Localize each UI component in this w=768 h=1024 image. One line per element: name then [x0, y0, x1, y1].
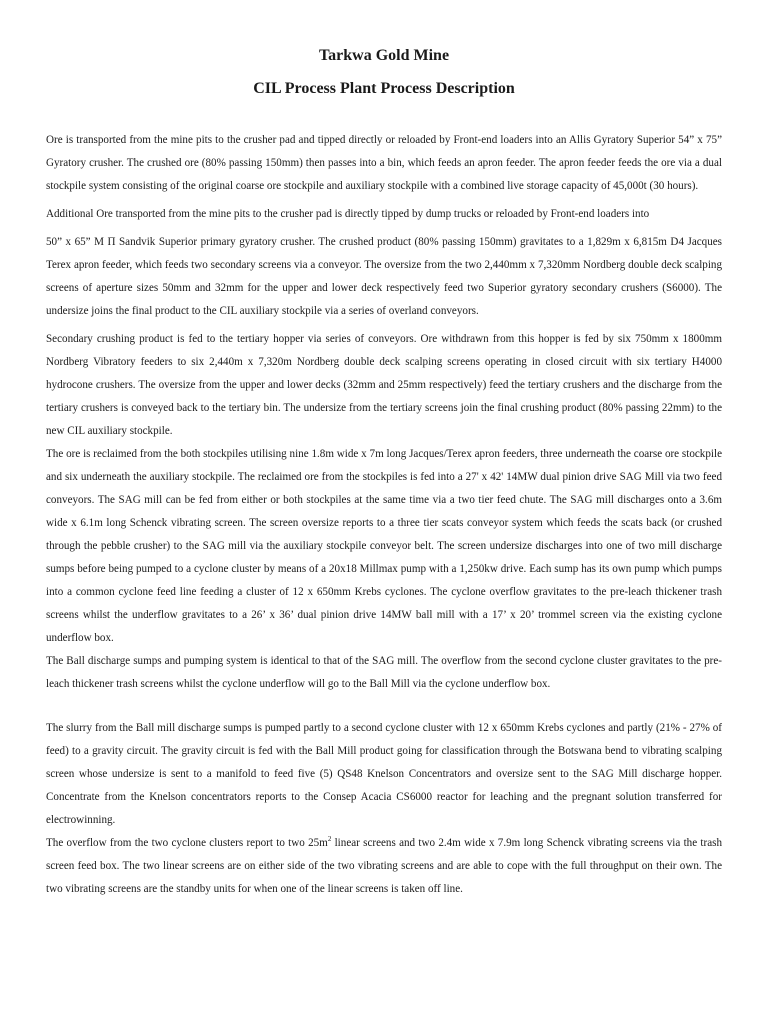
- paragraph-secondary-crushing: Secondary crushing product is fed to the tertiary hopper via series of conveyors. Ore withdrawn from this hopper is fed by six 750mm x 1800mm Nordberg Vibratory feeders to six 2,440m x 7,320m Nordberg double deck scalping screens operating in closed circuit with six tertiary H4000 hydrocone crushers. The oversize from the upper and lower decks (32mm and 25mm respectively) feed the tertiary crushers and the discharge from the tertiary crushers is conveyed back to the tertiary bin. The undersize from the tertiary screens join the final crushing product (80% passing 22mm) to the new CIL auxiliary stockpile.: [46, 333, 722, 437]
- spacer: [46, 696, 722, 717]
- paragraph-reclaim-sag-mill: The ore is reclaimed from the both stockpiles utilising nine 1.8m wide x 7m long Jacques/Terex apron feeders, three underneath the coarse ore stockpile and six underneath the auxiliary stockpile. The reclaimed ore from the stockpiles is fed into a 27' x 42' 14MW dual pinion drive SAG Mill via two feed conveyors. The SAG mill can be fed from either or both stockpiles at the same time via a two tier feed chute. The SAG mill discharges onto a 3.6m wide x 6.1m long Schenck vibrating screen. The screen oversize reports to a three tier scats conveyor system which feeds the scats back (or crushed through the pebble crusher) to the SAG mill via the auxiliary stockpile conveyor belt. The screen undersize discharges into one of two mill discharge sumps before being pumped to a cyclone cluster by means of a 20x18 Millmax pump with a 1,250kw drive. Each sump has its own pump which pumps into a common cyclone feed line feeding a cluster of 12 x 650mm Krebs cyclones. The cyclone overflow gravitates to the pre-leach thickener trash screens whilst the underflow gravitates to a 26’ x 36’ dual pinion drive 14MW ball mill with a 17’ x 20’ trommel screen via the existing cyclone underflow box.: [46, 448, 722, 644]
- paragraph-ore-transport: Ore is transported from the mine pits to the crusher pad and tipped directly or reloaded by Front-end loaders into an Allis Gyratory Superior 54” x 75” Gyratory crusher. The crushed ore (80% passing 150mm) then passes into a bin, which feeds an apron feeder. The apron feeder feeds the ore via a dual stockpile system consisting of the original coarse ore stockpile and auxiliary stockpile with a combined live storage capacity of 45,000t (30 hours).: [46, 134, 722, 192]
- paragraph-text: The overflow from the two cyclone clusters report to two 25m: [46, 837, 328, 849]
- document-title: Tarkwa Gold Mine: [318, 47, 450, 64]
- paragraph-cyclone-overflow: [46, 832, 722, 901]
- paragraph-text: linear screens and two 2.4m wide x 7.9m long Schenck vibrating screens via the trash screen feed box. The two linear screens are on either side of the two vibrating screens and are able to cope with the full throughput on their own. The two vibrating screens are the standby units for when one of the linear screens is taken off line.: [46, 837, 722, 895]
- paragraph-gravity-circuit: The slurry from the Ball mill discharge sumps is pumped partly to a second cyclone cluster with 12 x 650mm Krebs cyclones and partly (21% - 27% of feed) to a gravity circuit. The gravity circuit is fed with the Ball Mill product going for classification through the Botswana bend to vibrating scalping screen whose undersize is sent to a manifold to feed five (5) QS48 Knelson Concentrators and oversize sent to the SAG Mill discharge hopper. Concentrate from the Knelson concentrators reports to the Consep Acacia CS6000 reactor for leaching and the pregnant solution transferred for electrowinning.: [46, 722, 722, 826]
- paragraph-primary-crusher: 50” x 65” M Π Sandvik Superior primary gyratory crusher. The crushed product (80% passing 150mm) gravitates to a 1,829m x 6,815m D4 Jacques Terex apron feeder, which feeds two secondary screens via a conveyor. The oversize from the two 2,440mm x 7,320mm Nordberg double deck scalping screens of aperture sizes 50mm and 32mm for the upper and lower deck respectively feed two Superior gyratory secondary crushers (S6000). The undersize joins the final product to the CIL auxiliary stockpile via a series of overland conveyors.: [46, 236, 722, 317]
- paragraph-ball-discharge: The Ball discharge sumps and pumping system is identical to that of the SAG mill. The overflow from the second cyclone cluster gravitates to the pre-leach thickener trash screens whilst the cyclone underflow will go to the Ball Mill via the cyclone underflow box.: [46, 655, 722, 690]
- superscript: 2: [327, 835, 332, 843]
- document-subtitle: CIL Process Plant Process Description: [253, 80, 515, 97]
- paragraph-additional-ore: Additional Ore transported from the mine pits to the crusher pad is directly tipped by dump trucks or reloaded by Front-end loaders into: [46, 208, 650, 220]
